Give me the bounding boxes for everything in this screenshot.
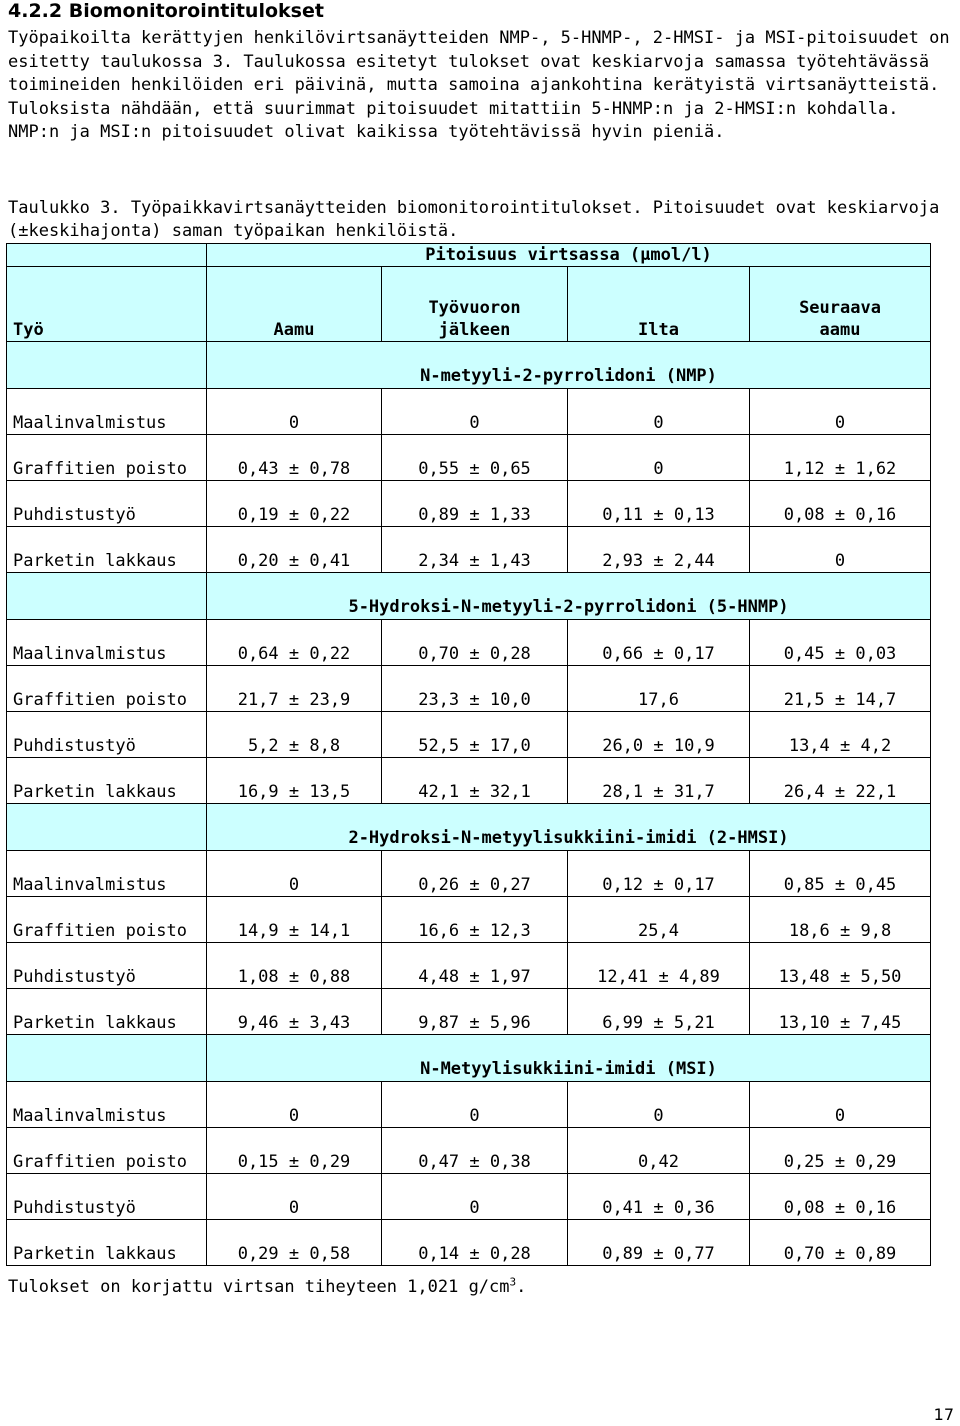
section-blank-cell [7,804,207,851]
value-cell: 0 [750,389,931,435]
work-task-cell: Maalinvalmistus [7,851,207,897]
paragraph-line: toimineiden henkilöiden eri päivinä, mutta samoina ajankohtina kerätyistä virtsanäytteistä. [8,75,940,95]
col-header-after-shift [382,267,568,342]
intro-paragraph [8,27,958,145]
work-task-cell: Graffitien poisto [7,897,207,943]
work-task-cell: Puhdistustyö [7,943,207,989]
value-cell: 0 [568,435,750,481]
value-cell: 21,7 ± 23,9 [207,666,382,712]
table-row [7,435,931,481]
section-title: N-Metyylisukkiini-imidi (MSI) [207,1035,931,1082]
value-cell: 0 [207,1174,382,1220]
value-cell: 0,70 ± 0,28 [382,620,568,666]
value-cell: 0,64 ± 0,22 [207,620,382,666]
col-header-next-morning [750,267,931,342]
section-blank-cell [7,342,207,389]
table-row [7,1174,931,1220]
table-row [7,1082,931,1128]
value-cell: 9,87 ± 5,96 [382,989,568,1035]
value-cell: 0,66 ± 0,17 [568,620,750,666]
table-row [7,481,931,527]
paragraph-line: Tuloksista nähdään, että suurimmat pitoisuudet mitattiin 5-HNMP:n ja 2-HMSI:n kohdalla. [8,98,899,119]
col-header-next-morning-line2: aamu [819,320,861,340]
value-cell: 0,89 ± 0,77 [568,1220,750,1266]
value-cell: 0 [207,851,382,897]
value-cell: 4,48 ± 1,97 [382,943,568,989]
value-cell: 1,12 ± 1,62 [750,435,931,481]
value-cell: 2,34 ± 1,43 [382,527,568,573]
work-task-cell: Maalinvalmistus [7,389,207,435]
value-cell: 25,4 [568,897,750,943]
value-cell: 21,5 ± 14,7 [750,666,931,712]
value-cell: 26,4 ± 22,1 [750,758,931,804]
work-task-cell: Parketin lakkaus [7,527,207,573]
value-cell: 0 [207,1082,382,1128]
section-blank-cell [7,1035,207,1082]
value-cell: 0,25 ± 0,29 [750,1128,931,1174]
value-cell: 18,6 ± 9,8 [750,897,931,943]
section-row [7,573,931,620]
work-task-cell: Maalinvalmistus [7,1082,207,1128]
page-number: 17 [933,1405,954,1424]
value-cell: 0,41 ± 0,36 [568,1174,750,1220]
table-row [7,1220,931,1266]
paragraph-line: Työpaikoilta kerättyjen henkilövirtsanäytteiden NMP-, 5-HNMP-, 2-HMSI- ja MSI-pitoisuudet on [8,28,950,48]
section-row [7,804,931,851]
value-cell: 13,4 ± 4,2 [750,712,931,758]
value-cell: 0,14 ± 0,28 [382,1220,568,1266]
work-task-cell: Puhdistustyö [7,481,207,527]
work-task-cell: Graffitien poisto [7,666,207,712]
col-header-after-shift-line2: jälkeen [438,320,511,340]
paragraph-line: esitetty taulukossa 3. Taulukossa esitetyt tulokset ovat keskiarvoja samassa työtehtävässä [8,51,930,72]
value-cell: 0,70 ± 0,89 [750,1220,931,1266]
value-cell: 0 [382,389,568,435]
table-caption [8,197,958,243]
value-cell: 0,89 ± 1,33 [382,481,568,527]
value-cell: 0,26 ± 0,27 [382,851,568,897]
table-corner [7,244,207,267]
section-heading: 4.2.2 Biomonitorointitulokset [8,0,324,22]
table-row [7,989,931,1035]
work-task-cell: Maalinvalmistus [7,620,207,666]
value-cell: 26,0 ± 10,9 [568,712,750,758]
concentration-header: Pitoisuus virtsassa (µmol/l) [207,244,931,267]
paragraph-line: NMP:n ja MSI:n pitoisuudet olivat kaikissa työtehtävissä hyvin pieniä. [8,122,725,142]
value-cell: 1,08 ± 0,88 [207,943,382,989]
value-cell: 0,45 ± 0,03 [750,620,931,666]
value-cell: 17,6 [568,666,750,712]
value-cell: 0,08 ± 0,16 [750,481,931,527]
table-row [7,943,931,989]
value-cell: 0,20 ± 0,41 [207,527,382,573]
col-header-evening: Ilta [568,267,750,342]
biomonitoring-table [6,243,931,1266]
value-cell: 16,6 ± 12,3 [382,897,568,943]
section-blank-cell [7,573,207,620]
footnote-text: Tulokset on korjattu virtsan tiheyteen 1,021 g/cm [8,1277,510,1297]
value-cell: 6,99 ± 5,21 [568,989,750,1035]
table-row [7,1128,931,1174]
value-cell: 9,46 ± 3,43 [207,989,382,1035]
table-row [7,620,931,666]
section-row [7,342,931,389]
section-title: 2-Hydroksi-N-metyylisukkiini-imidi (2-HMSI) [207,804,931,851]
table-row [7,712,931,758]
table-row [7,389,931,435]
value-cell: 0,43 ± 0,78 [207,435,382,481]
footnote-end: . [516,1277,527,1297]
value-cell: 0,15 ± 0,29 [207,1128,382,1174]
value-cell: 0,08 ± 0,16 [750,1174,931,1220]
value-cell: 0 [382,1174,568,1220]
value-cell: 0 [207,389,382,435]
col-header-next-morning-line1: Seuraava [799,298,881,318]
value-cell: 14,9 ± 14,1 [207,897,382,943]
section-title: 5-Hydroksi-N-metyyli-2-pyrrolidoni (5-HNMP) [207,573,931,620]
footnote [8,1276,526,1298]
col-header-morning: Aamu [207,267,382,342]
value-cell: 16,9 ± 13,5 [207,758,382,804]
table-row [7,666,931,712]
value-cell: 0,29 ± 0,58 [207,1220,382,1266]
table-row [7,758,931,804]
value-cell: 0 [750,1082,931,1128]
section-title: N-metyyli-2-pyrrolidoni (NMP) [207,342,931,389]
footnote-superscript: 3 [509,1275,517,1289]
value-cell: 0 [568,1082,750,1128]
work-task-cell: Parketin lakkaus [7,989,207,1035]
value-cell: 0,12 ± 0,17 [568,851,750,897]
value-cell: 13,10 ± 7,45 [750,989,931,1035]
value-cell: 0,11 ± 0,13 [568,481,750,527]
table-row [7,527,931,573]
work-task-cell: Puhdistustyö [7,712,207,758]
work-task-cell: Parketin lakkaus [7,1220,207,1266]
table-row [7,897,931,943]
col-header-after-shift-line1: Työvuoron [428,298,521,318]
value-cell: 0,47 ± 0,38 [382,1128,568,1174]
value-cell: 52,5 ± 17,0 [382,712,568,758]
value-cell: 0 [382,1082,568,1128]
work-task-cell: Puhdistustyö [7,1174,207,1220]
value-cell: 0 [568,389,750,435]
value-cell: 0,55 ± 0,65 [382,435,568,481]
value-cell: 23,3 ± 10,0 [382,666,568,712]
value-cell: 28,1 ± 31,7 [568,758,750,804]
value-cell: 42,1 ± 32,1 [382,758,568,804]
table-row [7,851,931,897]
col-header-work: Työ [7,267,207,342]
work-task-cell: Graffitien poisto [7,1128,207,1174]
caption-line: Taulukko 3. Työpaikkavirtsanäytteiden biomonitorointitulokset. Pitoisuudet ovat keskiarvoja [8,198,940,218]
work-task-cell: Graffitien poisto [7,435,207,481]
value-cell: 0,85 ± 0,45 [750,851,931,897]
section-row [7,1035,931,1082]
caption-line: (±keskihajonta) saman työpaikan henkilöistä. [8,221,459,241]
value-cell: 12,41 ± 4,89 [568,943,750,989]
value-cell: 0,42 [568,1128,750,1174]
value-cell: 13,48 ± 5,50 [750,943,931,989]
value-cell: 2,93 ± 2,44 [568,527,750,573]
value-cell: 0 [750,527,931,573]
value-cell: 5,2 ± 8,8 [207,712,382,758]
value-cell: 0,19 ± 0,22 [207,481,382,527]
work-task-cell: Parketin lakkaus [7,758,207,804]
